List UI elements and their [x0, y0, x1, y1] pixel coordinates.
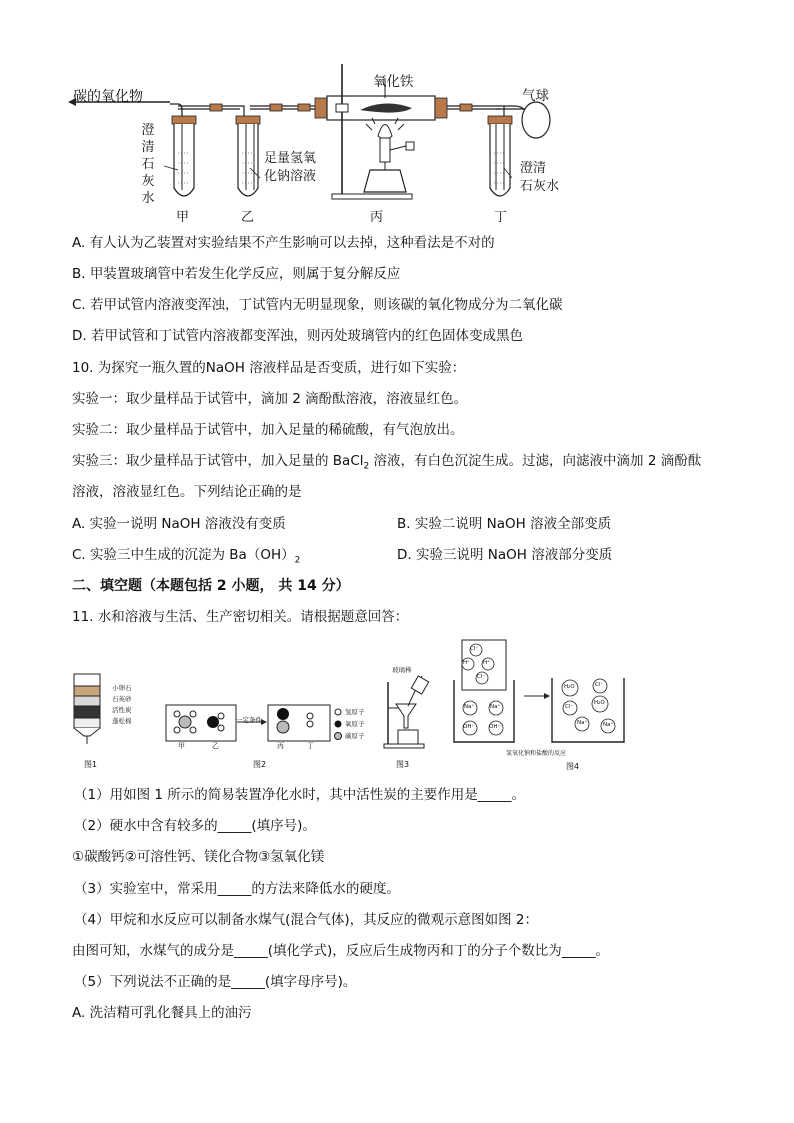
- station-jia: 甲: [176, 210, 190, 225]
- station-bing: 丙: [370, 210, 384, 225]
- q10-option-a: A. 实验一说明 NaOH 溶液没有变质: [72, 516, 286, 532]
- ding-top-label: 气球: [522, 88, 549, 104]
- fig3-caption: 图3: [396, 760, 410, 769]
- ding-side-label: 澄清 石灰水: [520, 161, 560, 194]
- q10-exp3-cont: 溶液，溶液显红色。下列结论正确的是: [72, 484, 302, 500]
- q9-option-c: C. 若甲试管内溶液变浑浊，丁试管内无明显现象，则该碳的氧化物成分为二氧化碳: [72, 297, 563, 313]
- q9-option-d: D. 若甲试管和丁试管内溶液都变浑浊，则丙处玻璃管内的红色固体变成黑色: [72, 328, 523, 344]
- q11-part2-options: ①碳酸钙②可溶性钙、镁化合物③氢氧化镁: [72, 849, 325, 865]
- q11-part5-option-a: A. 洗洁精可乳化餐具上的油污: [72, 1005, 252, 1021]
- fig2-legend-markers: [333, 707, 343, 743]
- q11-part5: （5）下列说法不正确的是_____(填字母序号)。: [74, 974, 357, 990]
- q10-exp3: 实验三：取少量样品于试管中，加入足量的 BaCl$_2$ 溶液，有白色沉淀生成。过滤，向滤液中滴加 2 滴酚酞: [72, 453, 702, 472]
- q11-part3: （3）实验室中，常采用_____的方法来降低水的硬度。: [74, 881, 400, 897]
- fig2-name-yi: 乙: [212, 742, 219, 750]
- figure2-molecules: [165, 704, 345, 744]
- station-ding: 丁: [494, 210, 508, 225]
- fig2-name-ding: 丁: [307, 742, 314, 750]
- fig2-caption: 图2: [253, 760, 267, 769]
- q10-option-d: D. 实验三说明 NaOH 溶液部分变质: [397, 547, 613, 563]
- fig1-caption: 图1: [84, 760, 98, 769]
- q10-option-b: B. 实验二说明 NaOH 溶液全部变质: [397, 516, 612, 532]
- bing-top-label: 氧化铁: [373, 74, 414, 90]
- inlet-label: 碳的氧化物: [73, 89, 143, 105]
- fig1-labels: 小卵石 石英砂 活性炭 蓬松棉: [112, 684, 132, 725]
- q11-stem: 11. 水和溶液与生活、生产密切相关。请根据题意回答：: [72, 609, 409, 625]
- figure3-filtration: [382, 672, 432, 752]
- jia-side-label: 澄 清 石 灰 水: [141, 123, 155, 206]
- q11-part2: （2）硬水中含有较多的_____(填序号)。: [74, 818, 316, 834]
- fig4-subtitle: 氢氧化钠和盐酸的反应: [506, 750, 567, 757]
- q9-option-b: B. 甲装置玻璃管中若发生化学反应，则属于复分解反应: [72, 266, 401, 282]
- q11-part1: （1）用如图 1 所示的简易装置净化水时，其中活性炭的主要作用是_____。: [74, 787, 526, 803]
- q10-stem: 10. 为探究一瓶久置的NaOH 溶液样品是否变质，进行如下实验：: [72, 360, 466, 376]
- q10-option-c: C. 实验三中生成的沉淀为 $Ba(OH)_2$: [72, 547, 301, 566]
- station-yi: 乙: [241, 210, 255, 225]
- fig2-name-bing: 丙: [277, 742, 284, 750]
- fig2-legend: 氢原子 氧原子 碳原子: [345, 708, 365, 740]
- section-heading: 二、填空题（本题包括 2 小题， 共 14 分）: [72, 578, 350, 594]
- fig2-name-jia: 甲: [178, 742, 185, 750]
- q9-option-a: A. 有人认为乙装置对实验结果不产生影响可以去掉，这种看法是不对的: [72, 235, 495, 251]
- apparatus-figure: [60, 58, 560, 230]
- fig3-label: 玻璃棒: [392, 666, 412, 674]
- q10-exp2: 实验二：取少量样品于试管中，加入足量的稀硫酸，有气泡放出。: [72, 422, 464, 438]
- q11-part4-cont: 由图可知，水煤气的成分是_____(填化学式)，反应后生成物丙和丁的分子个数比为_____。: [72, 943, 610, 959]
- q10-exp1: 实验一：取少量样品于试管中，滴加 2 滴酚酞溶液，溶液显红色。: [72, 391, 468, 407]
- yi-side-label: 足量氢氧 化钠溶液: [264, 151, 317, 184]
- q11-part4: （4）甲烷和水反应可以制备水煤气(混合气体)，其反应的微观示意图如图 2：: [74, 912, 539, 928]
- fig2-arrow-label: 一定条件: [236, 716, 262, 724]
- fig4-caption: 图4: [566, 762, 580, 771]
